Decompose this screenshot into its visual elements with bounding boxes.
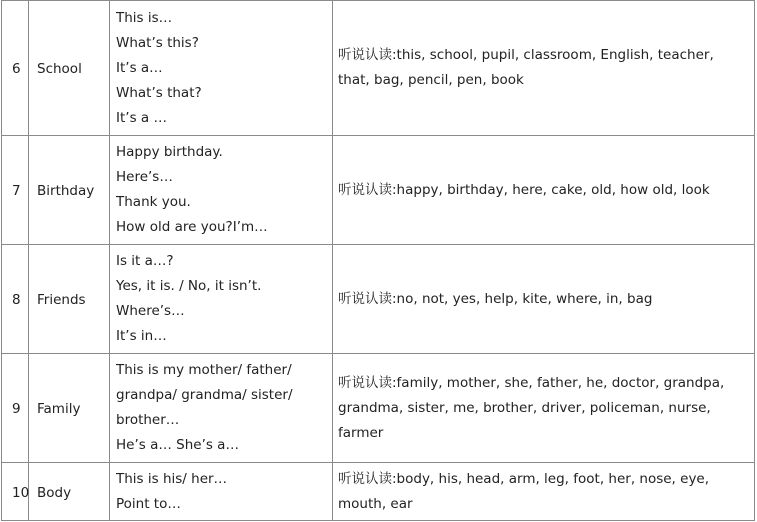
- vocabulary-cell: [333, 136, 755, 245]
- sentence-line: Is it a…?: [116, 253, 174, 269]
- sentences-cell: [110, 463, 333, 521]
- vocabulary-cell: [333, 354, 755, 463]
- vocabulary-cell: [333, 245, 755, 354]
- unit-number: 10: [12, 484, 30, 501]
- unit-number: 8: [12, 292, 21, 308]
- sentence-line: This is my mother/ father/: [116, 362, 292, 378]
- table-row: [2, 245, 755, 354]
- topic-label: Body: [37, 484, 72, 501]
- vocabulary-text: 听说认读:this, school, pupil, classroom, English, teacher, that, bag, pencil, pen, book: [338, 47, 714, 88]
- unit-number: 9: [12, 401, 21, 417]
- sentence-line: What’s this?: [116, 34, 199, 51]
- topic-label: Birthday: [37, 183, 95, 199]
- vocabulary-text: 听说认读:body, his, head, arm, leg, foot, her, nose, eye, mouth, ear: [338, 470, 710, 512]
- topic-cell: [29, 354, 110, 463]
- table-row: [2, 463, 755, 521]
- topic-cell: [29, 245, 110, 354]
- vocabulary-cell: [333, 1, 755, 136]
- vocabulary-text: 听说认读:happy, birthday, here, cake, old, how old, look: [338, 181, 710, 198]
- sentences-cell: [110, 354, 333, 463]
- topic-cell: [29, 136, 110, 245]
- sentence-line: How old are you?I’m…: [116, 219, 268, 235]
- topic-label: Friends: [37, 292, 86, 308]
- sentences-cell: [110, 136, 333, 245]
- sentence-line: It’s a …: [116, 109, 167, 126]
- sentence-line: It’s a…: [116, 59, 163, 76]
- sentence-line: Where’s…: [116, 303, 185, 319]
- vocabulary-text: 听说认读:no, not, yes, help, kite, where, in, bag: [338, 290, 653, 307]
- topic-label: School: [37, 61, 82, 77]
- sentence-line: He’s a… She’s a…: [116, 437, 239, 453]
- unit-number-cell: [2, 354, 29, 463]
- curriculum-table: [1, 0, 755, 521]
- table-row: [2, 354, 755, 463]
- sentence-line: This is…: [116, 9, 173, 26]
- topic-cell: [29, 463, 110, 521]
- sentence-line: What’s that?: [116, 84, 202, 101]
- unit-number-cell: [2, 463, 29, 521]
- table-row: [2, 136, 755, 245]
- unit-number: 6: [12, 61, 21, 77]
- sentence-line: brother…: [116, 412, 180, 428]
- topic-cell: [29, 1, 110, 136]
- sentence-line: Point to…: [116, 495, 181, 512]
- unit-number: 7: [12, 183, 21, 199]
- sentences-cell: [110, 1, 333, 136]
- vocabulary-text: 听说认读:family, mother, she, father, he, doctor, grandpa, grandma, sister, me, brother, driver, policeman, nurse, farmer: [338, 374, 725, 441]
- sentence-line: It’s in…: [116, 328, 167, 344]
- table-row: [2, 1, 755, 136]
- sentence-line: grandpa/ grandma/ sister/: [116, 387, 293, 403]
- sentence-line: Thank you.: [116, 194, 191, 210]
- sentence-line: Yes, it is. / No, it isn’t.: [116, 278, 262, 294]
- unit-number-cell: [2, 245, 29, 354]
- sentence-line: This is his/ her…: [116, 470, 228, 487]
- unit-number-cell: [2, 136, 29, 245]
- vocabulary-cell: [333, 463, 755, 521]
- sentence-line: Here’s…: [116, 169, 173, 185]
- unit-number-cell: [2, 1, 29, 136]
- sentences-cell: [110, 245, 333, 354]
- topic-label: Family: [37, 401, 81, 417]
- sentence-line: Happy birthday.: [116, 144, 223, 160]
